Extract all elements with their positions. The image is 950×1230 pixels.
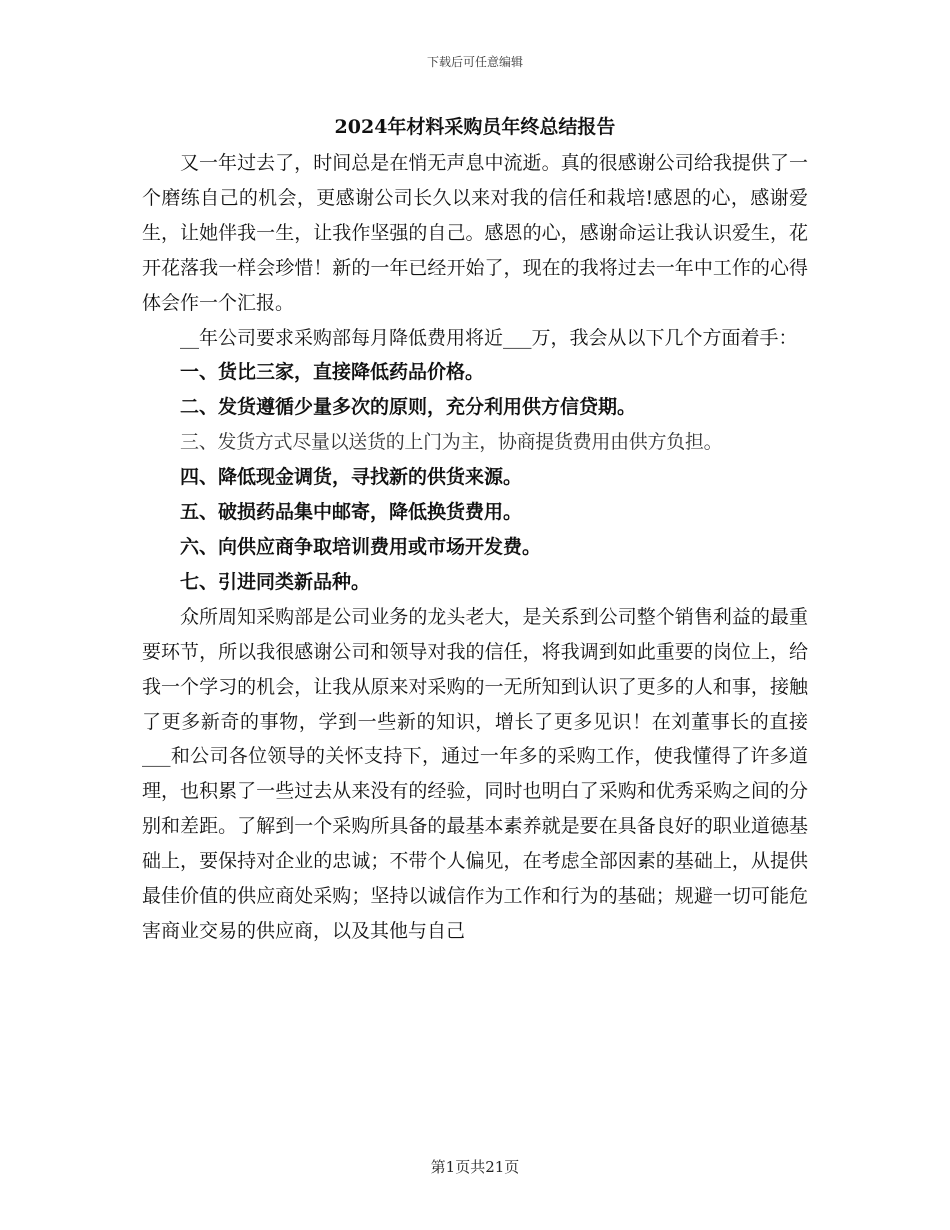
document-body	[142, 146, 808, 949]
measure-item-5: 五、破损药品集中邮寄，降低换货费用。	[180, 501, 523, 524]
header-note: 下载后可任意编辑	[426, 55, 523, 69]
intro-paragraph: 又一年过去了，时间总是在悄无声息中流逝。真的很感谢公司给我提供了一个磨练自己的机会，更感谢公司长久以来对我的信任和栽培!感恩的心，感谢爱生，让她伴我一生，让我作坚强的自己。感恩的心，感谢命运让我认识爱生，花开花落我一样会珍惜！新的一年已经开始了，现在的我将过去一年中工作的心得体会作一个汇报。	[142, 152, 808, 314]
measure-item-2: 二、发货遵循少量多次的原则，充分利用供方信贷期。	[180, 396, 637, 419]
measure-item-7: 七、引进同类新品种。	[180, 570, 371, 593]
document-title: 2024年材料采购员年终总结报告	[334, 116, 616, 138]
measure-item-4: 四、降低现金调货，寻找新的供货来源。	[180, 466, 523, 489]
cost-reduction-paragraph: __年公司要求采购部每月降低费用将近___万，我会从以下几个方面着手：	[180, 326, 798, 349]
measure-item-3: 三、发货方式尽量以送货的上门为主，协商提货费用由供方负担。	[180, 431, 723, 454]
purchasing-role-paragraph: 众所周知采购部是公司业务的龙头老大，是关系到公司整个销售利益的最重要环节，所以我很感谢公司和领导对我的信任，将我调到如此重要的岗位上，给我一个学习的机会，让我从原来对采购的一无所知到认识了更多的人和事，接触了更多新奇的事物，学到一些新的知识，增长了更多见识！在刘董事长的直接___和公司各位领导的关怀支持下，通过一年多的采购工作，使我懂得了许多道理，也积累了一些过去从来没有的经验，同时也明白了采购和优秀采购之间的分别和差距。了解到一个采购所具备的最基本素养就是要在具备良好的职业道德基础上，要保持对企业的忠诚；不带个人偏见，在考虑全部因素的基础上，从提供最佳价值的供应商处采购；坚持以诚信作为工作和行为的基础；规避一切可能危害商业交易的供应商，以及其他与自己	[142, 605, 808, 942]
measure-item-1: 一、货比三家，直接降低药品价格。	[180, 361, 485, 384]
measure-item-6: 六、向供应商争取培训费用或市场开发费。	[180, 535, 542, 558]
page-number: 第1页共21页	[430, 1158, 520, 1176]
